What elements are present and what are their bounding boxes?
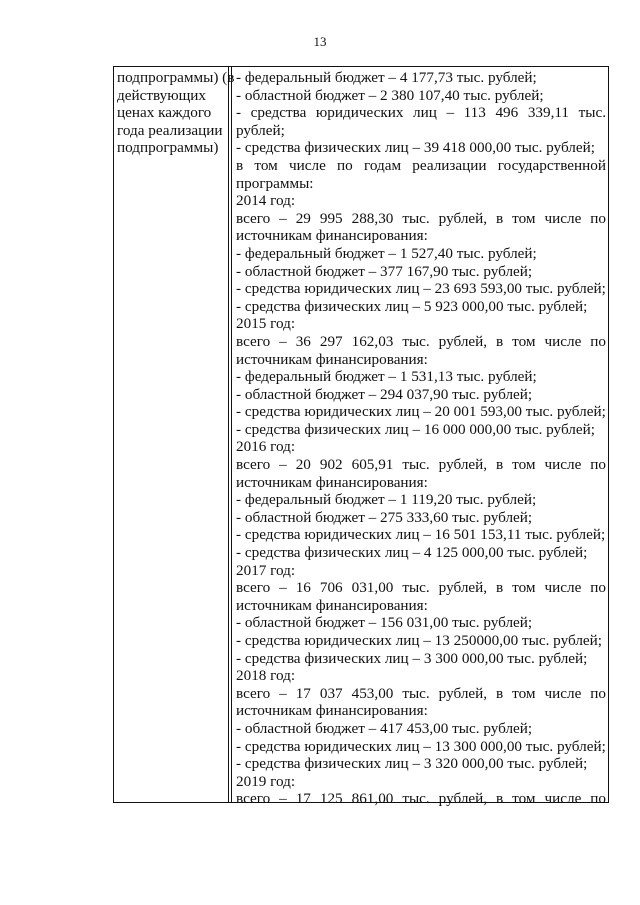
text-line: 2015 год: (236, 315, 296, 333)
label-line: ценах каждого (117, 104, 212, 122)
text-line: - областной бюджет – 417 453,00 тыс. рублей; (236, 719, 533, 737)
funding-label-cell (117, 69, 235, 157)
text-line: - средства юридических лиц – 16 501 153,11 тыс. рублей; (236, 526, 606, 544)
text-line: - средства физических лиц – 16 000 000,00 тыс. рублей; (236, 420, 595, 438)
text-line: - средства юридических лиц – 113 496 339,11 тыс. (236, 104, 606, 122)
text-line: всего – 36 297 162,03 тыс. рублей, в том числе по (236, 332, 606, 350)
text-line: рублей; (236, 121, 285, 139)
text-line: источникам финансирования: (236, 473, 428, 491)
column-divider (228, 67, 229, 802)
text-line: 2017 год: (236, 561, 296, 579)
text-line: - средства юридических лиц – 13 250000,00 тыс. рублей; (236, 632, 602, 649)
funding-details-cell (236, 69, 606, 808)
text-line: источникам финансирования: (236, 350, 428, 368)
text-line: всего – 16 706 031,00 тыс. рублей, в том числе по (236, 579, 606, 597)
text-line: - средства юридических лиц – 23 693 593,00 тыс. рублей; (236, 280, 606, 298)
text-line: - средства юридических лиц – 20 001 593,00 тыс. рублей; (236, 403, 606, 421)
funding-table (113, 66, 609, 808)
text-line: - областной бюджет – 294 037,90 тыс. рублей; (236, 385, 533, 403)
text-line: всего – 20 902 605,91 тыс. рублей, в том числе по (236, 456, 606, 474)
text-line: - федеральный бюджет – 1 527,40 тыс. рублей; (236, 244, 537, 262)
text-line: источникам финансирования: (236, 702, 428, 720)
text-line: - федеральный бюджет – 4 177,73 тыс. рублей; (236, 69, 537, 86)
text-line: всего – 17 125 861,00 тыс. рублей, в том числе по (236, 790, 606, 808)
label-line: подпрограммы) (в (117, 69, 235, 86)
text-line: - средства юридических лиц – 13 300 000,00 тыс. рублей; (236, 737, 606, 755)
label-line: подпрограммы) (117, 139, 219, 157)
text-line: - средства физических лиц – 4 125 000,00 тыс. рублей; (236, 544, 588, 562)
text-line: - областной бюджет – 156 031,00 тыс. рублей; (236, 614, 533, 632)
text-line: - средства физических лиц – 3 320 000,00 тыс. рублей; (236, 755, 588, 773)
text-line: программы: (236, 174, 314, 192)
text-line: - средства физических лиц – 5 923 000,00 тыс. рублей; (236, 297, 588, 315)
text-line: источникам финансирования: (236, 227, 428, 245)
column-divider-inner (231, 67, 232, 802)
text-line: - федеральный бюджет – 1 531,13 тыс. рублей; (236, 368, 537, 386)
text-line: источникам финансирования: (236, 596, 428, 614)
text-line: 2014 год: (236, 192, 296, 210)
text-line: всего – 17 037 453,00 тыс. рублей, в том числе по (236, 684, 606, 702)
text-line: 2018 год: (236, 667, 296, 685)
page-number: 13 (313, 34, 327, 49)
text-line: - областной бюджет – 2 380 107,40 тыс. рублей; (236, 86, 544, 104)
text-line: 2016 год: (236, 438, 296, 456)
text-line: - областной бюджет – 377 167,90 тыс. рублей; (236, 262, 533, 280)
text-line: - федеральный бюджет – 1 119,20 тыс. рублей; (236, 491, 537, 509)
label-line: года реализации (117, 121, 223, 139)
text-line: в том числе по годам реализации государственной (236, 156, 606, 174)
text-line: всего – 29 995 288,30 тыс. рублей, в том числе по (236, 209, 606, 227)
label-line: действующих (117, 86, 206, 104)
text-line: - средства физических лиц – 3 300 000,00 тыс. рублей; (236, 649, 588, 667)
text-line: - областной бюджет – 275 333,60 тыс. рублей; (236, 508, 533, 526)
text-line: 2019 год: (236, 772, 296, 790)
text-line: - средства физических лиц – 39 418 000,00 тыс. рублей; (236, 139, 595, 157)
